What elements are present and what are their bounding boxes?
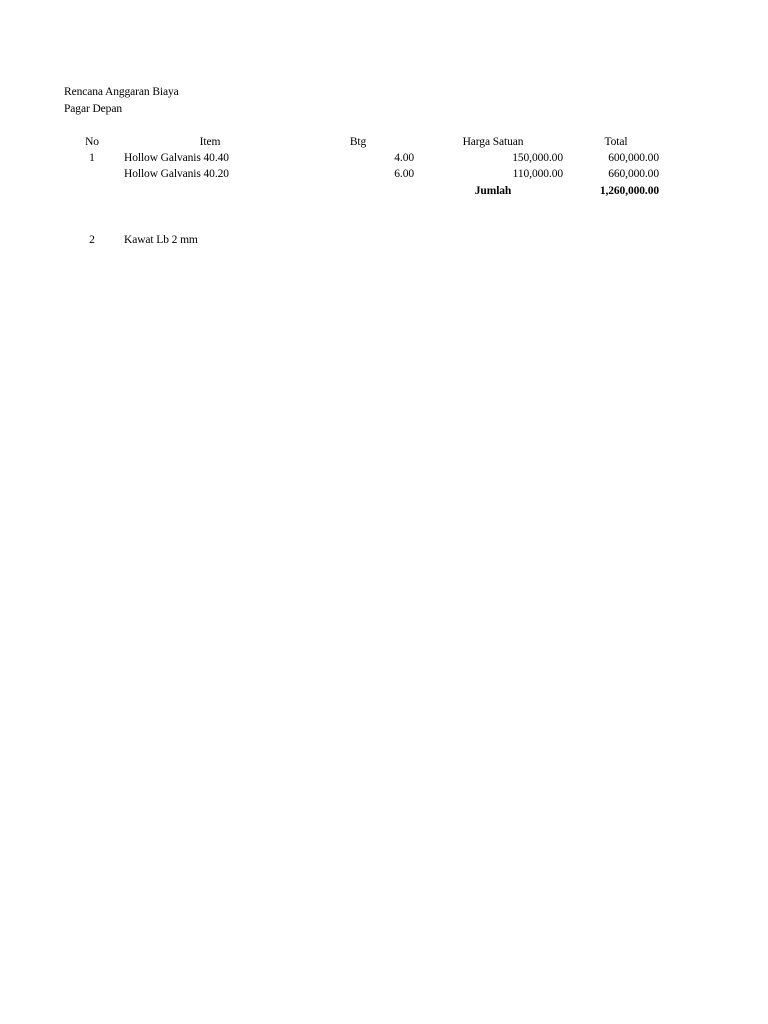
row-1-harga: 150,000.00 — [512, 152, 563, 164]
header-no: No — [85, 136, 99, 148]
row-2-harga: 110,000.00 — [512, 168, 563, 180]
header-total: Total — [604, 136, 628, 148]
section-2-item: Kawat Lb 2 mm — [124, 234, 198, 246]
header-item: Item — [199, 136, 221, 148]
document-subtitle: Pagar Depan — [64, 103, 122, 115]
row-1-btg: 4.00 — [394, 152, 414, 164]
row-1-no: 1 — [89, 152, 95, 164]
document-title: Rencana Anggaran Biaya — [64, 86, 179, 98]
row-2-total: 660,000.00 — [608, 168, 659, 180]
section-2-no: 2 — [89, 234, 95, 246]
row-1-item: Hollow Galvanis 40.40 — [124, 152, 229, 164]
header-harga-satuan: Harga Satuan — [462, 136, 524, 148]
sum-total: 1,260,000.00 — [599, 185, 659, 197]
sum-label: Jumlah — [474, 185, 512, 197]
row-2-item: Hollow Galvanis 40.20 — [124, 168, 229, 180]
header-btg: Btg — [349, 136, 367, 148]
row-1-total: 600,000.00 — [608, 152, 659, 164]
row-2-btg: 6.00 — [394, 168, 414, 180]
